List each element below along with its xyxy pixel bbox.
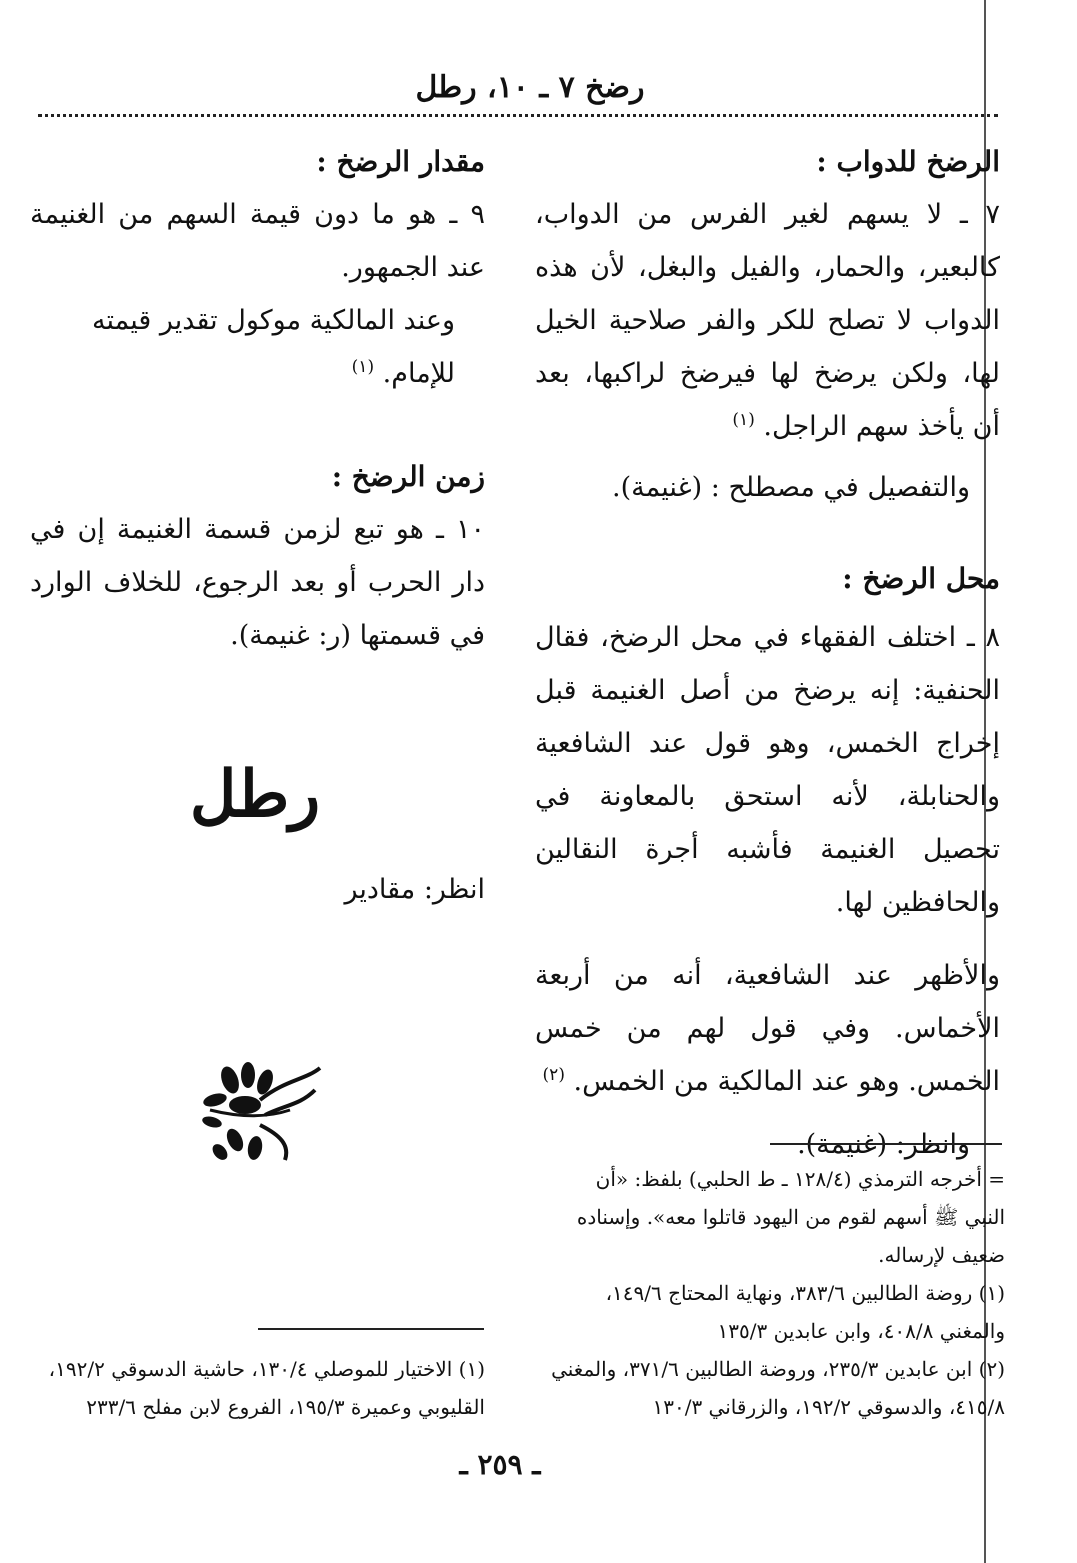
heading-radkh-animals: الرضخ للدواب :: [816, 145, 1000, 178]
page-number: ـ ٢٥٩ ـ: [459, 1448, 541, 1481]
footnote-continuation: = أخرجه الترمذي (١٢٨/٤ ـ ط الحلبي) بلفظ: «أن النبي ﷺ أسهم لقوم من اليهود قاتلوا معه». وإسناده ضعيف لإرساله.: [576, 1167, 1005, 1267]
heading-radkh-time: زمن الرضخ :: [331, 460, 485, 493]
footnote-right-2: (٢) ابن عابدين ٢٣٥/٣، وروضة الطالبين ٣٧١/٦، والمغني ٤١٥/٨، والدسوقي ١٩٢/٢، والزرقاني ١٣٠/٣: [551, 1357, 1005, 1419]
paragraph-9b: [30, 294, 485, 400]
paragraph-9b-text: وعند المالكية موكول تقدير قيمته للإمام.: [92, 305, 455, 389]
left-column: [30, 135, 485, 662]
paragraph-7: [535, 188, 1000, 453]
running-header: رضخ ٧ ـ ١٠، رطل: [415, 70, 645, 105]
heading-radkh-place: محل الرضخ :: [842, 562, 1000, 595]
entry-title-ratl: رطل: [189, 757, 321, 832]
footnote-left-1: (١) الاختيار للموصلي ١٣٠/٤، حاشية الدسوقي ١٩٢/٢، القليوبي وعميرة ١٩٥/٣، الفروع لابن مفلح ٢٣٣/٦: [48, 1357, 485, 1419]
paragraph-7-text: ٧ ـ لا يسهم لغير الفرس من الدواب، كالبعير، والحمار، والفيل والبغل، لأن هذه الدواب لا تصلح للكر والفر صلاحية الخيل لها، ولكن يرضخ لها فيرضخ لراكبها، بعد أن يأخذ سهم الراجل.: [535, 199, 1000, 442]
footnote-ref-left-1: (١): [351, 357, 375, 377]
paragraph-8b: [535, 949, 1000, 1108]
see-also: انظر: مقادير: [344, 874, 485, 905]
paragraph-9: ٩ ـ هو ما دون قيمة السهم من الغنيمة عند الجمهور.: [30, 199, 485, 283]
heading-radkh-amount: مقدار الرضخ :: [316, 145, 485, 178]
ornament-svg: [190, 1060, 330, 1170]
paragraph-8b-text: والأظهر عند الشافعية، أنه من أربعة الأخماس. وفي قول لهم من خمس الخمس. وهو عند المالكية من الخمس.: [535, 960, 1000, 1097]
right-column: [535, 135, 1000, 1171]
header-dotted-rule: [38, 114, 998, 117]
footnotes-right: [550, 1160, 1005, 1426]
footnotes-left: [30, 1350, 485, 1426]
floral-ornament-icon: [190, 1060, 330, 1174]
paragraph-10: ١٠ ـ هو تبع لزمن قسمة الغنيمة إن في دار الحرب أو بعد الرجوع، للخلاف الوارد في قسمتها (ر: غنيمة).: [30, 514, 485, 651]
paragraph-7-see: والتفصيل في مصطلح : (غنيمة).: [612, 472, 970, 503]
footnote-ref-1: (١): [732, 410, 755, 430]
footnote-ref-2: (٢): [542, 1065, 565, 1085]
paragraph-8-see: وانظر: (غنيمة).: [797, 1129, 970, 1160]
footnote-rule-left: [258, 1328, 484, 1330]
footnote-rule-right: [770, 1143, 1002, 1145]
footnote-right-1: (١) روضة الطالبين ٣٨٣/٦، ونهاية المحتاج ١٤٩/٦، والمغني ٤٠٨/٨، وابن عابدين ١٣٥/٣: [605, 1281, 1005, 1343]
paragraph-8: ٨ ـ اختلف الفقهاء في محل الرضخ، فقال الحنفية: إنه يرضخ من أصل الغنيمة قبل إخراج الخمس، وهو قول عند الشافعية والحنابلة، لأنه استحق بالمعاونة في تحصيل الغنيمة فأشبه أجرة النقالين والحافظين لها.: [535, 622, 1000, 918]
